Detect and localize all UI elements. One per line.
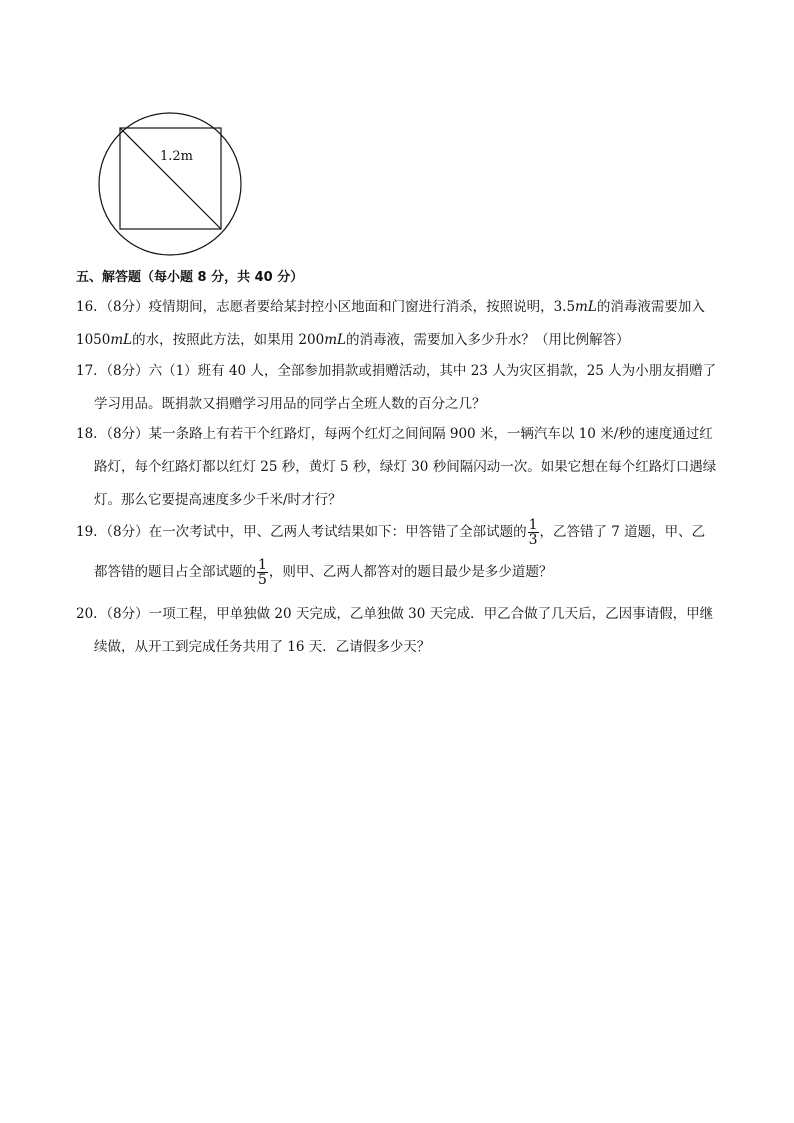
question-18 [76,418,726,517]
fraction-numerator: 1 [258,557,267,573]
question-text: ，则甲、乙两人都答对的题目最少是多少道题？ [268,564,553,580]
question-points: （8分） [99,524,149,540]
fraction-denominator: 3 [528,532,538,548]
circle-square-figure [96,112,246,266]
question-number: 18. [76,426,98,442]
question-19 [76,512,726,592]
question-18-line-2: 路灯，每个红路灯都以红灯 25 秒，黄灯 5 秒，绿灯 30 秒间隔闪动一次。如果它想在每个红路灯口遇绿 [94,459,717,475]
fraction-denominator: 5 [258,572,267,588]
question-text: ，乙答错了 7 道题，甲、乙 [539,524,706,540]
question-text: 的消毒液需要加入 [596,299,705,315]
square-diagonal [120,128,221,229]
question-text: 都答错的题目占全部试题的 [94,564,256,580]
question-text: 疫情期间，志愿者要给某封控小区地面和门窗进行消杀，按照说明，3.5 [148,299,576,315]
question-17-line-1 [76,355,726,388]
circle-square-diagram [96,112,246,262]
question-text: 六（1）班有 40 人，全部参加捐款或捐赠活动，其中 23 人为灾区捐款，25 人为小朋友捐赠了 [148,363,717,379]
unit-label: mL [110,332,133,348]
question-text: 的水，按照此方法，如果用 200 [132,332,325,348]
question-17-line-2: 学习用品。既捐款又捐赠学习用品的同学占全班人数的百分之几？ [94,396,486,412]
fraction-one-third [528,518,539,547]
question-18-line-3: 灯。那么它要提高速度多少千米/时才行？ [94,492,342,508]
question-20-line-2: 续做，从开工到完成任务共用了 16 天．乙请假多少天？ [94,639,431,655]
question-number: 17. [76,363,98,379]
diagonal-label: 1.2m [160,149,194,164]
question-points: （8分） [99,426,149,442]
question-number: 19. [76,524,98,540]
unit-label: mL [575,299,597,315]
question-20-line-1 [76,598,726,631]
fraction-one-fifth [257,558,268,587]
question-points: （8分） [99,363,149,379]
question-points: （8分） [99,299,149,315]
unit-label: mL [324,332,346,348]
question-number: 16. [76,299,98,315]
question-number: 20. [76,606,98,622]
question-19-line-2 [76,552,726,592]
question-16 [76,291,726,357]
fraction-numerator: 1 [528,517,538,533]
question-20 [76,598,726,664]
question-points: （8分） [99,606,149,622]
question-16-line-1 [76,291,726,324]
question-text: 一项工程，甲单独做 20 天完成，乙单独做 30 天完成．甲乙合做了几天后，乙因事请假，甲继 [148,606,714,622]
question-16-line-2 [76,324,726,357]
question-text: 的消毒液，需要加入多少升水？（用比例解答） [345,332,630,348]
question-text: 1050 [76,332,111,348]
question-17 [76,355,726,421]
section-heading: 五、解答题（每小题 8 分，共 40 分） [76,270,304,285]
question-text: 某一条路上有若干个红路灯，每两个红灯之间间隔 900 米，一辆汽车以 10 米/秒的速度通过红 [148,426,713,442]
question-19-line-1 [76,512,726,552]
question-18-line-1 [76,418,726,451]
question-text: 在一次考试中，甲、乙两人考试结果如下：甲答错了全部试题的 [148,524,527,540]
